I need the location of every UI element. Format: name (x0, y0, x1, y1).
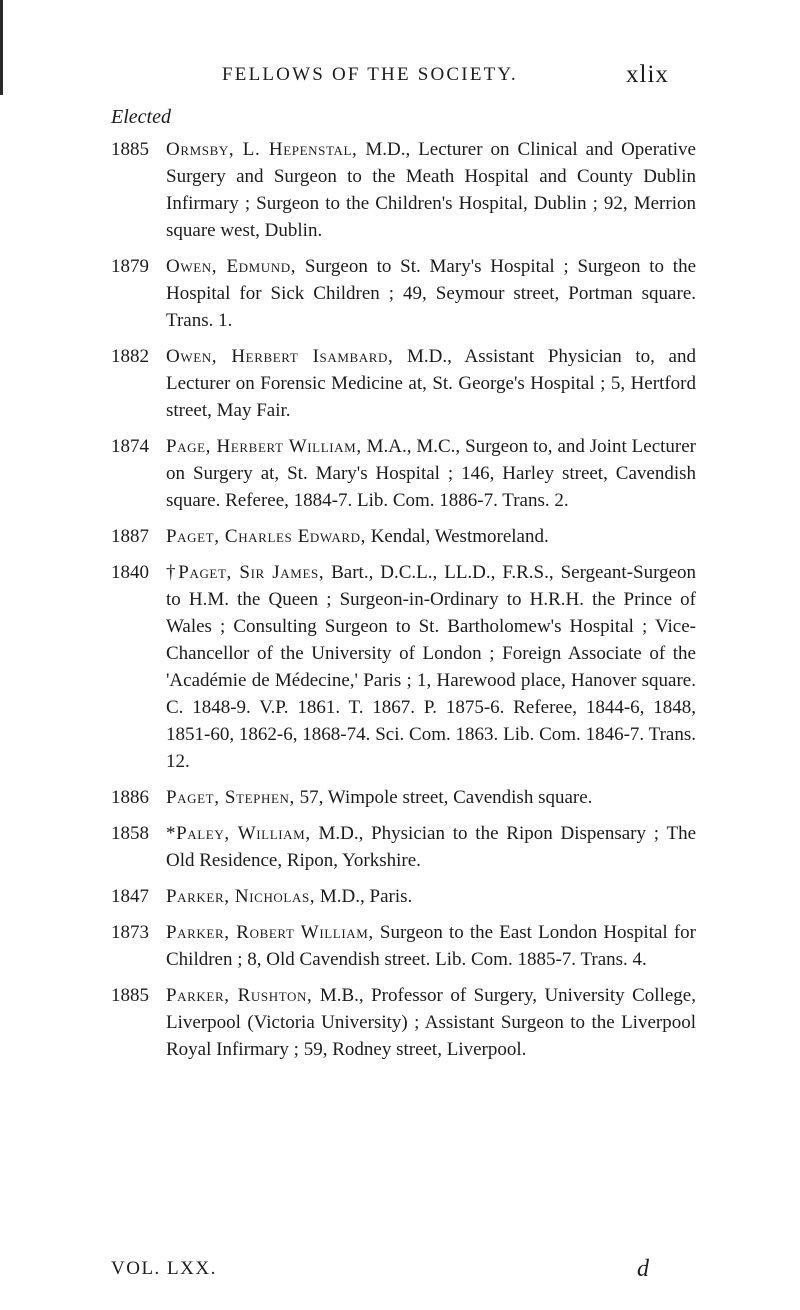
fellow-entry (0, 136, 800, 244)
fellow-details: M.D., Physician to the Ripon Dispensary ; The Old Residence, Ripon, Yorkshire. (166, 823, 697, 871)
fellow-name: Owen, Herbert Isambard, (166, 346, 394, 367)
fellow-entry (0, 784, 800, 811)
election-year: 1858 (111, 823, 149, 844)
election-year: 1887 (111, 526, 149, 547)
fellows-list (0, 136, 800, 1072)
fellow-name: Paget, Charles Edward, (166, 526, 366, 547)
fellow-entry (0, 559, 800, 775)
fellow-details: M.D., Assistant Physician to, and Lecturer on Forensic Medicine at, St. George's Hospital ; 5, Hertford street, May Fair. (166, 346, 696, 421)
fellow-name: Owen, Edmund, (166, 256, 297, 277)
fellow-details: Bart., D.C.L., LL.D., F.R.S., Sergeant-Surgeon to H.M. the Queen ; Surgeon-in-Ordinary to H.R.H. the Prince of Wales ; Consulting Surgeon to St. Bartholomew's Hospital ; Vice-Chancellor of the University of London ; Foreign Associate of the 'Académie de Médecine,' Paris ; 1, Harewood place, Hanover square. C. 1848-9. V.P. 1861. T. 1867. P. 1875-6. Referee, 1844-6, 1848, 1851-60, 1862-6, 1868-74. Sci. Com. 1863. Lib. Com. 1846-7. Trans. 12. (166, 562, 697, 772)
fellow-name: Page, Herbert William, (166, 436, 362, 457)
election-year: 1873 (111, 922, 149, 943)
election-year: 1885 (111, 139, 149, 160)
fellow-description (166, 523, 696, 550)
election-year: 1879 (111, 256, 149, 277)
fellow-details: M.D., Lecturer on Clinical and Operative Surgery and Surgeon to the Meath Hospital and County Dublin Infirmary ; Surgeon to the Children's Hospital, Dublin ; 92, Merrion square west, Dublin. (166, 139, 696, 241)
fellow-entry (0, 883, 800, 910)
elected-label: Elected (111, 106, 171, 128)
fellow-entry (0, 343, 800, 424)
fellow-details: M.B., Professor of Surgery, University College, Liverpool (Victoria University) ; Assistant Surgeon to the Liverpool Royal Infirmary ; 59, Rodney street, Liverpool. (166, 985, 696, 1060)
fellow-details: M.D., Paris. (315, 886, 413, 907)
election-year: 1885 (111, 985, 149, 1006)
fellow-description (166, 784, 696, 811)
fellow-details: Kendal, Westmoreland. (365, 526, 549, 547)
running-title: FELLOWS OF THE SOCIETY. (222, 64, 518, 85)
fellow-entry (0, 982, 800, 1063)
fellow-name: †Paget, Sir James, (166, 562, 325, 583)
fellow-description (166, 919, 696, 973)
page-footer (0, 1258, 800, 1288)
fellow-name: Ormsby, L. Hepenstal, (166, 139, 358, 160)
fellow-details: M.A., M.C., Surgeon to, and Joint Lecturer on Surgery at, St. Mary's Hospital ; 146, Harley street, Cavendish square. Referee, 1884-7. Lib. Com. 1886-7. Trans. 2. (166, 436, 696, 511)
fellow-name: *Paley, William, (166, 823, 311, 844)
fellow-details: Surgeon to the East London Hospital for Children ; 8, Old Cavendish street. Lib. Com. 1885-7. Trans. 4. (166, 922, 696, 970)
fellow-description (166, 982, 696, 1063)
fellow-details: Surgeon to St. Mary's Hospital ; Surgeon to the Hospital for Sick Children ; 49, Seymour street, Portman square. Trans. 1. (166, 256, 696, 331)
fellow-entry (0, 919, 800, 973)
signature-mark: d (637, 1256, 649, 1282)
fellow-description (166, 433, 696, 514)
fellow-description (166, 343, 696, 424)
fellow-name: Parker, Rushton, (166, 985, 313, 1006)
fellow-entry (0, 523, 800, 550)
fellow-entry (0, 433, 800, 514)
fellow-description (166, 820, 696, 874)
election-year: 1840 (111, 562, 149, 583)
election-year: 1886 (111, 787, 149, 808)
election-year: 1874 (111, 436, 149, 457)
election-year: 1847 (111, 886, 149, 907)
fellow-description (166, 136, 696, 244)
fellow-name: Parker, Robert William, (166, 922, 374, 943)
fellow-entry (0, 820, 800, 874)
fellow-name: Paget, Stephen, (166, 787, 295, 808)
fellow-name: Parker, Nicholas, (166, 886, 316, 907)
page-number: xlix (626, 61, 669, 88)
fellow-details: 57, Wimpole street, Cavendish square. (294, 787, 593, 808)
fellow-description (166, 559, 696, 775)
page-header (0, 61, 800, 94)
fellow-description (166, 253, 696, 334)
fellow-description (166, 883, 696, 910)
fellow-entry (0, 253, 800, 334)
volume-label: VOL. LXX. (111, 1258, 217, 1279)
election-year: 1882 (111, 346, 149, 367)
